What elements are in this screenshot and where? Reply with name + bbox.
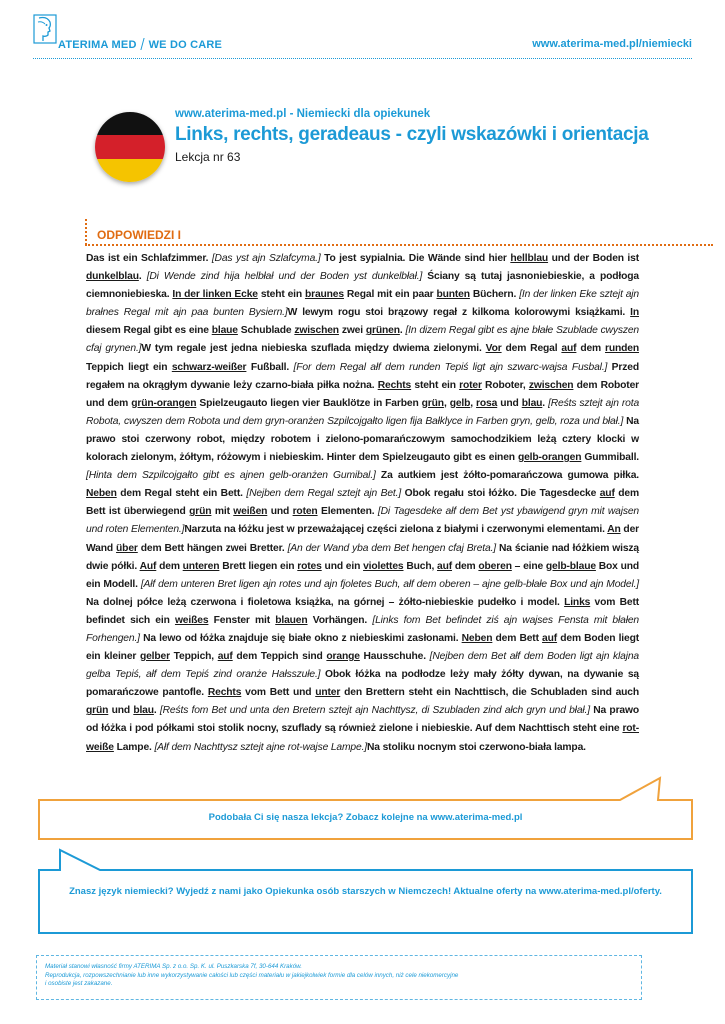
- vocab-word: unteren: [182, 560, 220, 572]
- text-segment: Na stoliku nocnym stoi czerwono-biała lampa.: [367, 741, 586, 753]
- text-segment: Obok łóżka na podłodze leży mały żółty dywan, na dywanie są pomarańczowe pantofle.: [86, 669, 639, 699]
- pronunciation: [Ałf dem unteren Bret ligen ajn rotes und ajn fjoletes Buch, ałf dem oberen – ajne gelb-błałe Box und ajn Model.]: [140, 578, 640, 590]
- text-segment: und ein: [321, 560, 364, 572]
- vocab-word: Rechts: [207, 687, 242, 699]
- promo-offers-text[interactable]: Znasz język niemiecki? Wyjedź z nami jako Opiekunka osób starszych w Niemczech! Aktualne oferty na www.aterima-med.pl/oferty.: [69, 886, 662, 897]
- text-segment: dem Teppich sind: [232, 651, 327, 663]
- text-segment: zwei: [338, 325, 366, 337]
- pronunciation: [Di Tagesdeke ałf dem Bet yst ybawigend gryn mit wajsen und roten Elementen.]: [86, 506, 639, 536]
- text-segment: dem Boden liegt ein kleiner: [86, 632, 640, 663]
- vocab-word: unter: [315, 687, 341, 699]
- vocab-word: An: [607, 524, 621, 536]
- brand-separator: [140, 38, 144, 50]
- vocab-word: auf: [599, 488, 615, 500]
- text-segment: dem Roboter und dem: [86, 379, 640, 409]
- pronunciation: [Das yst ajn Szlafcyma.]: [211, 253, 321, 264]
- text-segment: – eine: [511, 560, 546, 572]
- pronunciation: [An der Wand yba dem Bet hengen cfaj Breta.]: [287, 542, 496, 554]
- pronunciation: [Links fom Bet befindet ziś ajn wajses Fensta mit błałen Forhengen.]: [86, 614, 639, 644]
- vocab-word: blauen: [275, 614, 308, 626]
- vocab-word: orange: [326, 651, 360, 663]
- text-segment: diesem Regal gibt es eine: [86, 325, 212, 337]
- text-segment: Elementen.: [317, 506, 378, 518]
- text-segment: Teppich,: [169, 651, 218, 663]
- text-segment: Roboter,: [481, 379, 529, 391]
- footer-line-1: Materiał stanowi własność firmy ATERIMA Sp. z o.o. Sp. K. ul. Puszkarska 7f, 30-644 Kraków.: [45, 963, 302, 970]
- text-segment: vom Bett und: [241, 687, 316, 699]
- text-segment: Schublade: [237, 325, 295, 337]
- footer-notice-text: [45, 963, 635, 989]
- text-segment: Regal mit ein paar: [343, 289, 437, 301]
- brand-logo-text: [58, 38, 222, 51]
- text-segment: W tym regale jest jedna niebieska szuflada między dwiema zielonymi.: [141, 343, 486, 355]
- vocab-word: zwischen: [294, 325, 339, 337]
- vocab-word: weißes: [174, 614, 209, 626]
- text-segment: dem Regal: [501, 343, 562, 355]
- text-segment: Fußball.: [246, 361, 294, 373]
- pronunciation: [Ałf dem Nachttysz sztejt ajne rot-wajse Lampe.]: [154, 741, 368, 753]
- text-segment: Przed regałem na okrągłym dywanie leży czarno-biała piłka nożna.: [86, 361, 639, 391]
- vocab-word: weißen: [233, 506, 268, 518]
- vocab-word: rosa: [476, 397, 498, 409]
- vocab-word: grün: [86, 705, 109, 717]
- promo-box-lessons: [38, 776, 693, 840]
- section-divider-vertical: [85, 219, 87, 245]
- vocab-word: oberen: [478, 560, 512, 572]
- text-segment: und: [108, 705, 134, 717]
- pronunciation: [Di Wende zind hija helbłał und der Boden yst dunkelbłał.]: [146, 271, 423, 283]
- vocab-word: blaue: [211, 325, 238, 337]
- text-segment: Na dolnej półce leżą czerwona i fioletowa książka, na górnej – żółto-niebieskie pudełko i model.: [86, 596, 565, 608]
- pronunciation: [Nejben dem Bet ałf dem Boden ligt ajn klajna gelba Tepiś, ałf dem Tepiś zind oranże Hałsszułe.]: [86, 651, 640, 681]
- pronunciation: [For dem Regal ałf dem runden Tepiś ligt ajn szwarc-wajsa Fusbal.]: [293, 361, 608, 373]
- text-segment: Brett liegen ein: [219, 560, 298, 572]
- text-segment: Za autkiem jest żółto-pomarańczowa gumowa piłka.: [375, 470, 639, 482]
- text-segment: ,: [443, 397, 450, 409]
- text-segment: steht ein: [411, 379, 460, 391]
- text-segment: Lampe.: [113, 741, 155, 753]
- text-segment: und der Boden ist: [548, 253, 640, 264]
- text-segment: .: [138, 271, 147, 283]
- text-segment: Buch,: [403, 560, 438, 572]
- vocab-word: In der linken Ecke: [172, 289, 258, 301]
- section-title: ODPOWIEDZI I: [97, 228, 181, 242]
- pronunciation: [Nejben dem Regal sztejt ajn Bet.]: [246, 488, 402, 500]
- text-segment: .: [153, 705, 160, 717]
- vocab-word: gelb-blaue: [545, 560, 596, 572]
- text-segment: den Brettern steht ein Nachttisch, die Schubladen sind auch: [340, 687, 640, 699]
- text-segment: dem: [156, 560, 183, 572]
- text-segment: dem Bett hängen zwei Bretter.: [137, 542, 288, 554]
- text-segment: Teppich liegt ein: [86, 361, 172, 373]
- vocab-word: Links: [564, 596, 591, 608]
- vocab-word: runden: [605, 343, 639, 355]
- text-segment: Ściany są tutaj jasnoniebieskie, a podłoga ciemnoniebieska.: [86, 271, 639, 301]
- page-header: [0, 0, 725, 62]
- vocab-word: auf: [217, 651, 233, 663]
- brand-slogan: WE DO CARE: [148, 39, 223, 51]
- vocab-word: Vor: [485, 343, 502, 355]
- text-segment: Hausschuhe.: [359, 651, 430, 663]
- vocab-word: über: [116, 542, 138, 554]
- pronunciation: [Reśts fom Bet und unta den Bretern sztejt ajn Nachttysz, di Szubladen zind ałch gryn und błał.]: [159, 705, 590, 717]
- vocab-word: auf: [542, 632, 558, 644]
- text-segment: Obok regału stoi łóżko. Die Tagesdecke: [401, 488, 600, 500]
- text-segment: Vorhängen.: [307, 614, 373, 626]
- text-segment: Na lewo od łóżka znajduje się białe okno z niebieskimi zasłonami.: [139, 632, 462, 644]
- text-segment: Gummiball.: [581, 452, 639, 464]
- text-segment: Büchern.: [469, 289, 520, 301]
- header-url-link[interactable]: www.aterima-med.pl/niemiecki: [532, 38, 692, 50]
- vocab-word: Neben: [461, 632, 493, 644]
- vocab-word: braunes: [304, 289, 344, 301]
- vocab-word: auf: [437, 560, 453, 572]
- footer-line-2: Reprodukcja, rozpowszechnianie lub inne wykorzystywanie całości lub części materiału w jakiejkolwiek formie dla celów innych, niż cele niekomercyjne: [45, 971, 459, 979]
- pronunciation: [In der linken Eke sztejt ajn brałnes Regal mit ajn paa bunten Bysiern.]: [86, 289, 639, 319]
- vocab-word: blau: [133, 705, 154, 717]
- section-divider: [85, 244, 713, 246]
- aterima-logo-icon: [33, 14, 57, 44]
- vocab-word: gelber: [139, 651, 170, 663]
- vocab-word: grün-orangen: [131, 397, 197, 409]
- vocab-word: grün: [189, 506, 212, 518]
- text-segment: Na prawo stoi czerwony robot, między robotem i zielono-pomarańczowym samochodzikiem leżą cztery klocki w kolorach zielonym, żółtym, różowym i niebieskim. Hinter dem Spielzeugauto gibt es einen: [86, 415, 639, 464]
- vocab-word: violettes: [363, 560, 404, 572]
- flag-stripe-black: [95, 112, 165, 135]
- text-segment: dem Bett: [492, 632, 543, 644]
- text-segment: vom Bett befindet sich ein: [86, 596, 639, 626]
- text-segment: Narzuta na łóżku jest w przeważającej części zielona z białymi i czerwonymi elementami.: [184, 524, 608, 536]
- vocab-word: Rechts: [377, 379, 412, 391]
- vocab-word: auf: [561, 343, 577, 355]
- text-segment: und: [497, 397, 522, 409]
- pronunciation: [In dizem Regal gibt es ajne błałe Szublade cwyszen cfaj grynen.]: [86, 325, 639, 355]
- text-segment: dem: [452, 560, 479, 572]
- text-segment: W lewym rogu stoi brązowy regał z kilkoma kolorowymi książkami.: [287, 307, 631, 319]
- text-segment: dem Bett ist überwiegend: [86, 488, 639, 518]
- text-segment: der Wand: [86, 524, 639, 554]
- brand-name: ATERIMA MED: [58, 39, 137, 51]
- vocab-word: In: [630, 307, 639, 319]
- vocab-word: gelb-orangen: [517, 452, 582, 464]
- lesson-site-line[interactable]: www.aterima-med.pl - Niemiecki dla opiekunek: [175, 108, 431, 120]
- vocab-word: roter: [459, 379, 482, 391]
- flag-stripe-red: [95, 135, 165, 158]
- text-segment: Fenster mit: [208, 614, 276, 626]
- header-divider: [33, 58, 692, 59]
- text-segment: dem: [576, 343, 605, 355]
- lesson-title: Links, rechts, geradeaus - czyli wskazówki i orientacja: [175, 124, 649, 145]
- text-segment: Na prawo od łóżka i pod półkami stoi stolik nocny, szuflady są również zielone i niebieskie. Auf dem Nachttisch steht eine: [86, 705, 640, 735]
- german-flag-icon: [95, 112, 165, 182]
- text-segment: Na ścianie nad łóżkiem wiszą dwie półki.: [86, 542, 639, 572]
- answers-body-text: [86, 250, 639, 757]
- footer-line-3: i osobiste jest zakazane.: [45, 980, 113, 987]
- vocab-word: rot-weiße: [86, 723, 639, 753]
- text-segment: mit: [211, 506, 234, 518]
- vocab-word: grünen: [365, 325, 400, 337]
- pronunciation: [Hinta dem Szpilcojgałto gibt es ajnen gelb-oranżen Gumibal.]: [86, 470, 376, 482]
- vocab-word: roten: [292, 506, 318, 518]
- text-segment: steht ein: [257, 289, 305, 301]
- vocab-word: Auf: [139, 560, 157, 572]
- vocab-word: grün: [421, 397, 444, 409]
- vocab-word: dunkelblau: [86, 271, 139, 283]
- text-segment: Box und ein Modell.: [86, 560, 640, 590]
- text-segment: und: [267, 506, 293, 518]
- vocab-word: Neben: [86, 488, 117, 500]
- text-segment: To jest sypialnia. Die Wände sind hier: [320, 253, 511, 264]
- vocab-word: rotes: [297, 560, 322, 572]
- promo-lessons-text[interactable]: Podobała Ci się nasza lekcja? Zobacz kolejne na www.aterima-med.pl: [208, 812, 523, 823]
- text-segment: Das ist ein Schlafzimmer.: [86, 253, 212, 264]
- flag-stripe-gold: [95, 159, 165, 182]
- vocab-word: blau: [521, 397, 543, 409]
- vocab-word: schwarz-weißer: [171, 361, 247, 373]
- text-segment: .: [542, 397, 549, 409]
- text-segment: dem Regal steht ein Bett.: [116, 488, 247, 500]
- lesson-number: Lekcja nr 63: [175, 150, 241, 164]
- vocab-word: gelb: [449, 397, 471, 409]
- vocab-word: hellblau: [510, 253, 549, 264]
- text-segment: Spielzeugauto liegen vier Bauklötze in Farben: [196, 397, 422, 409]
- vocab-word: bunten: [436, 289, 470, 301]
- text-segment: ,: [470, 397, 477, 409]
- text-segment: .: [399, 325, 406, 337]
- pronunciation: [Reśts sztejt ajn rota Robota, cwyszen dem Robota und dem gryn-oranżen Szpilcojgałto ligen fija Bałklyce in Farben gryn, gelb, roza und błał.]: [86, 397, 640, 427]
- vocab-word: zwischen: [528, 379, 574, 391]
